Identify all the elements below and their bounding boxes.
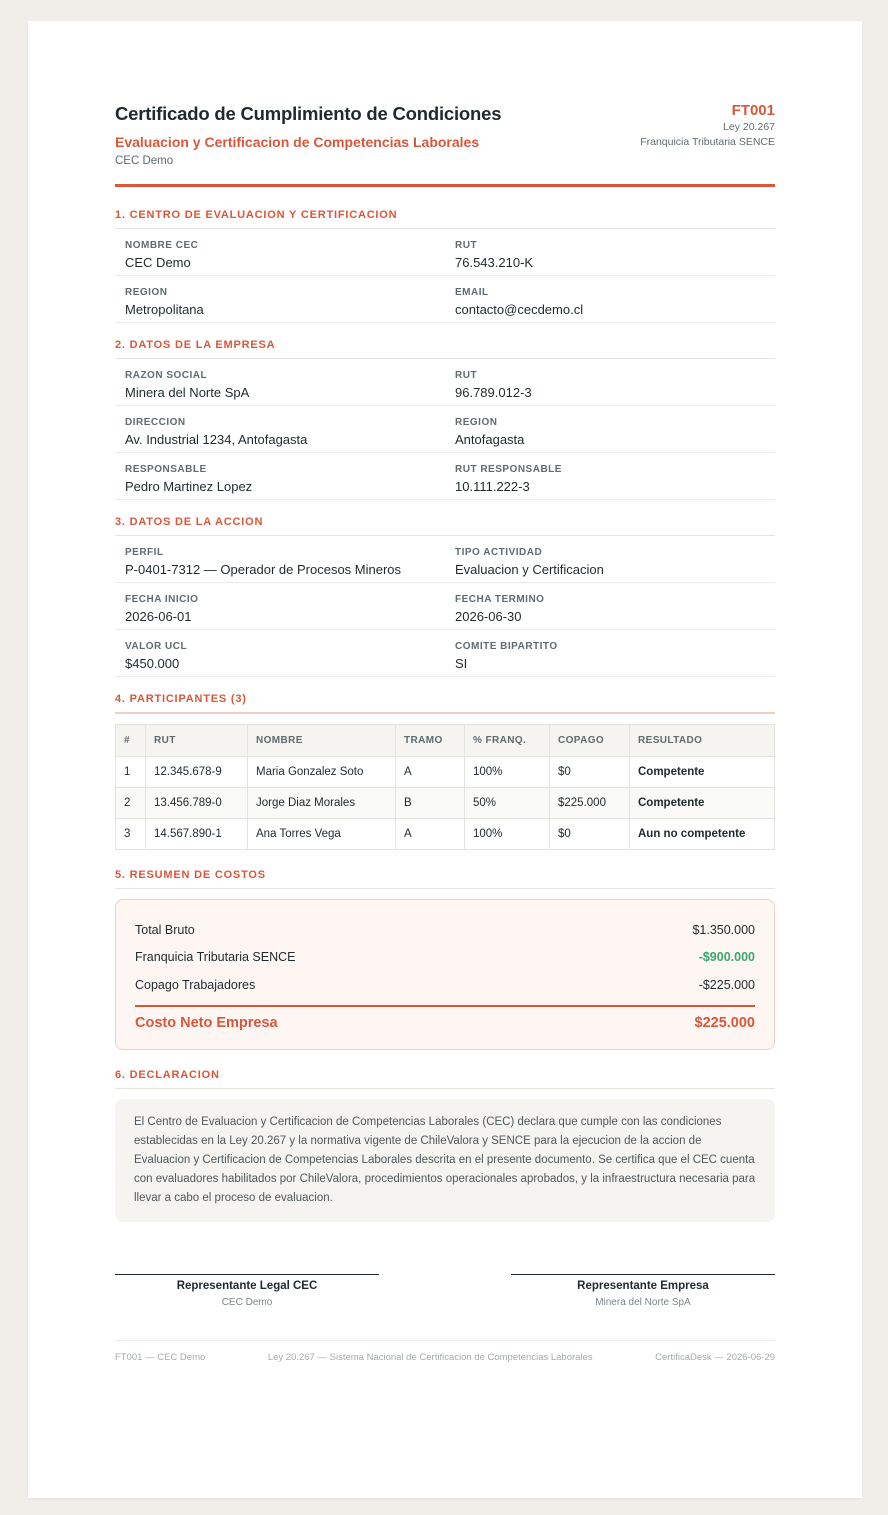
cost-label: Franquicia Tributaria SENCE <box>135 950 296 965</box>
column-header: TRAMO <box>396 725 465 757</box>
field-rut-empresa <box>445 359 775 406</box>
field-value: Metropolitana <box>125 302 204 317</box>
field-fecha-termino <box>445 583 775 630</box>
table-cell: 13.456.789-0 <box>146 788 248 819</box>
cost-value: -$225.000 <box>698 977 755 992</box>
cost-label: Copago Trabajadores <box>135 977 256 992</box>
table-cell-result: Competente <box>630 757 775 788</box>
document-footer <box>115 1340 775 1363</box>
signature-empresa <box>511 1274 775 1308</box>
field-nombre-cec <box>115 229 445 276</box>
section-title: 1. CENTRO DE EVALUACION Y CERTIFICACION <box>115 209 775 229</box>
signature-name: CEC Demo <box>221 1296 273 1308</box>
section-empresa <box>115 339 775 500</box>
footer-left: FT001 — CEC Demo <box>115 1351 206 1363</box>
table-cell-result: Aun no competente <box>630 819 775 850</box>
field-value: SI <box>455 656 468 671</box>
signature-role: Representante Empresa <box>577 1279 709 1292</box>
table-cell: $0 <box>550 757 630 788</box>
signatures <box>115 1274 775 1308</box>
field-grid <box>115 359 775 500</box>
field-label: NOMBRE CEC <box>125 240 199 251</box>
field-value: $450.000 <box>125 656 180 671</box>
column-header: RESULTADO <box>630 725 775 757</box>
declaration-text: El Centro de Evaluacion y Certificacion de Competencias Laborales (CEC) declara que cumple con las condiciones establecidas en la Ley 20.267 y la normativa vigente de ChileValora y SENCE para la ejecucion de la accion de Evaluacion y Certificacion de Competencias Laborales descrita en el presente documento. Se certifica que el CEC cuenta con evaluadores habilitados por ChileValora, procedimientos operacionales aprobados, y la infraestructura necesaria para llevar a cabo el proceso de evaluacion. <box>115 1099 775 1222</box>
cost-total-label: Costo Neto Empresa <box>135 1014 278 1031</box>
field-label: PERFIL <box>125 547 164 558</box>
field-grid <box>115 536 775 677</box>
field-label: REGION <box>455 417 498 428</box>
field-tipo-actividad <box>445 536 775 583</box>
table-cell: A <box>396 819 465 850</box>
field-comite-bipartito <box>445 630 775 677</box>
document-subtitle: Evaluacion y Certificacion de Competencias Laborales <box>115 134 480 150</box>
document-meta <box>640 101 775 150</box>
table-cell: Jorge Diaz Morales <box>248 788 396 819</box>
section-accion <box>115 516 775 677</box>
field-direccion <box>115 406 445 453</box>
field-label: COMITE BIPARTITO <box>455 641 558 652</box>
table-cell: Maria Gonzalez Soto <box>248 757 396 788</box>
field-value: P-0401-7312 — Operador de Procesos Mineros <box>125 562 402 577</box>
table-row <box>116 819 775 850</box>
column-header: % FRANQ. <box>465 725 550 757</box>
signature-name: Minera del Norte SpA <box>595 1296 691 1308</box>
section-title: 3. DATOS DE LA ACCION <box>115 516 775 536</box>
field-label: FECHA INICIO <box>125 594 199 605</box>
field-label: DIRECCION <box>125 417 186 428</box>
field-rut-responsable <box>445 453 775 500</box>
table-row <box>116 788 775 819</box>
field-label: REGION <box>125 287 168 298</box>
field-value: contacto@cecdemo.cl <box>455 302 584 317</box>
document-franchise: Franquicia Tributaria SENCE <box>640 136 775 148</box>
table-cell: 3 <box>116 819 146 850</box>
field-value: CEC Demo <box>125 255 191 270</box>
table-cell: 14.567.890-1 <box>146 819 248 850</box>
cost-divider <box>135 1005 755 1007</box>
document-law: Ley 20.267 <box>723 121 775 133</box>
field-region-cec <box>115 276 445 323</box>
field-value: 96.789.012-3 <box>455 385 532 400</box>
column-header: NOMBRE <box>248 725 396 757</box>
cost-summary-box <box>115 899 775 1050</box>
section-title: 6. DECLARACION <box>115 1069 775 1089</box>
section-title: 5. RESUMEN DE COSTOS <box>115 869 775 889</box>
field-email-cec <box>445 276 775 323</box>
section-title: 4. PARTICIPANTES (3) <box>115 693 775 714</box>
document-code: FT001 <box>731 102 775 119</box>
section-participantes <box>115 693 775 850</box>
table-row <box>116 757 775 788</box>
column-header: RUT <box>146 725 248 757</box>
cost-label: Total Bruto <box>135 922 195 937</box>
cost-line-franquicia <box>135 944 755 972</box>
field-value: 76.543.210-K <box>455 255 534 270</box>
table-header-row <box>116 725 775 757</box>
field-value: Evaluacion y Certificacion <box>455 562 604 577</box>
field-label: RAZON SOCIAL <box>125 370 208 381</box>
field-value: Pedro Martinez Lopez <box>125 479 253 494</box>
field-value: Av. Industrial 1234, Antofagasta <box>125 432 308 447</box>
field-perfil <box>115 536 445 583</box>
field-grid <box>115 229 775 323</box>
cost-total-value: $225.000 <box>694 1014 755 1031</box>
table-cell: 100% <box>465 757 550 788</box>
document-header <box>115 101 775 187</box>
field-value: Antofagasta <box>455 432 525 447</box>
cost-value: $1.350.000 <box>692 922 755 937</box>
field-razon-social <box>115 359 445 406</box>
table-cell: $225.000 <box>550 788 630 819</box>
section-declaracion <box>115 1069 775 1222</box>
field-label: RUT RESPONSABLE <box>455 464 562 475</box>
table-cell: 1 <box>116 757 146 788</box>
field-valor-ucl <box>115 630 445 677</box>
column-header: # <box>116 725 146 757</box>
table-cell-result: Competente <box>630 788 775 819</box>
field-label: FECHA TERMINO <box>455 594 545 605</box>
field-region-empresa <box>445 406 775 453</box>
field-responsable <box>115 453 445 500</box>
table-cell: 2 <box>116 788 146 819</box>
table-cell: B <box>396 788 465 819</box>
signature-role: Representante Legal CEC <box>176 1279 318 1292</box>
field-label: TIPO ACTIVIDAD <box>455 547 543 558</box>
field-value: 2026-06-01 <box>125 609 192 624</box>
field-label: RESPONSABLE <box>125 464 207 475</box>
participants-table <box>115 724 775 850</box>
field-value: 2026-06-30 <box>455 609 522 624</box>
table-cell: A <box>396 757 465 788</box>
section-title: 2. DATOS DE LA EMPRESA <box>115 339 775 359</box>
field-value: Minera del Norte SpA <box>125 385 250 400</box>
cost-line-copago <box>135 971 755 999</box>
field-label: RUT <box>455 370 478 381</box>
document-title: Certificado de Cumplimiento de Condiciones <box>115 103 502 124</box>
certificate-content <box>115 101 775 1363</box>
section-costos <box>115 869 775 1050</box>
table-cell: 50% <box>465 788 550 819</box>
field-fecha-inicio <box>115 583 445 630</box>
signature-cec <box>115 1274 379 1308</box>
column-header: COPAGO <box>550 725 630 757</box>
table-cell: 100% <box>465 819 550 850</box>
field-label: EMAIL <box>455 287 489 298</box>
table-cell: 12.345.678-9 <box>146 757 248 788</box>
footer-right: CertificaDesk — 2026-06-29 <box>655 1351 775 1363</box>
cost-total <box>135 1015 755 1031</box>
document-cec-name: CEC Demo <box>115 155 174 167</box>
field-label: RUT <box>455 240 478 251</box>
field-label: VALOR UCL <box>125 641 188 652</box>
certificate-page <box>28 21 862 1498</box>
cost-line-total-bruto <box>135 916 755 944</box>
footer-center: Ley 20.267 — Sistema Nacional de Certificacion de Competencias Laborales <box>267 1351 593 1363</box>
table-cell: $0 <box>550 819 630 850</box>
field-value: 10.111.222-3 <box>455 479 530 494</box>
table-cell: Ana Torres Vega <box>248 819 396 850</box>
field-rut-cec <box>445 229 775 276</box>
section-cec <box>115 209 775 323</box>
cost-value: -$900.000 <box>698 950 755 965</box>
